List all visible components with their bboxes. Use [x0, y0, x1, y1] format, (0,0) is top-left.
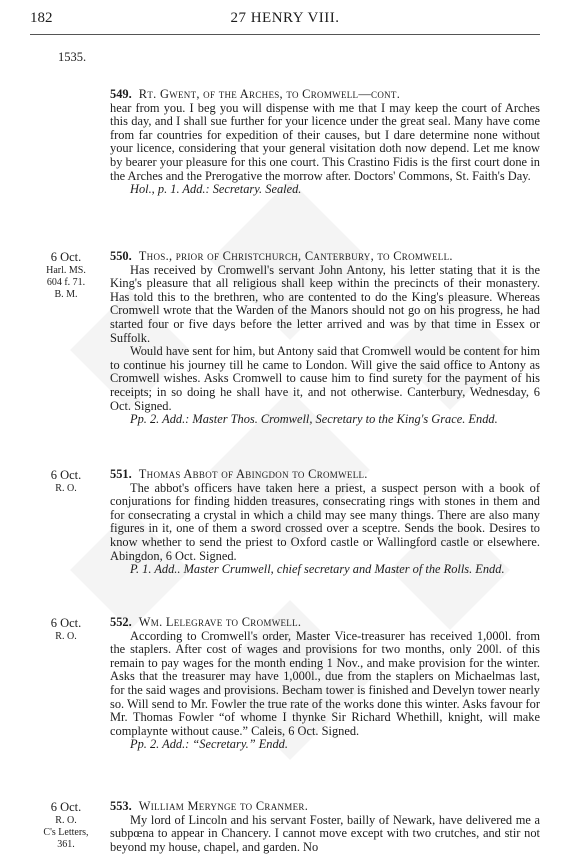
entry-number: 550.	[110, 249, 132, 263]
margin-note	[30, 468, 102, 495]
entry-heading: Thomas Abbot of Abingdon to Cromwell.	[138, 467, 368, 481]
entry-source: Harl. MS.	[46, 265, 86, 276]
entry-number: 551.	[110, 467, 132, 481]
entry-title	[110, 468, 540, 482]
entry-paragraph: Has received by Cromwell's servant John Antony, his letter stating that it is the King's pleasure that all religious shall keep within the precincts of their monastery. Has told this to the brethren, who are contented to do the King's pleasure. Whereas Cromwell wrote that the Warden of the Manors should not go on his progress, he had started four or five days before the letter arrived and was by that time in Essex or Suffolk.	[110, 262, 540, 345]
entry-title	[110, 800, 540, 814]
entry-source: R. O.	[55, 483, 77, 494]
entry-date: 6 Oct.	[50, 800, 82, 814]
entry-heading: Rt. Gwent, of the Arches, to Cromwell—cont.	[138, 87, 401, 101]
margin-note	[30, 616, 102, 643]
entry-source: C's Letters,	[43, 827, 89, 838]
entry-heading: Thos., prior of Christchurch, Canterbury, to Cromwell.	[138, 249, 453, 263]
entry-title	[110, 250, 540, 264]
margin-note	[30, 250, 102, 301]
entry-number: 552.	[110, 615, 132, 629]
entry-paragraph: hear from you. I beg you will dispense with me that I may keep the court of Arches this day, and I shall sue further for your licence under the great seal. Many have come from far countries for expedition of their causes, but I dare determine none without your licence, considering that your general visitation doth now depend. Let me know by bearer your pleasure for this one court. This Crastino Fidis is the first court done in the Arches and the Prerogative the morrow after. Doctors' Commons, St. Faith's Day.	[110, 100, 540, 183]
entry-footer: P. 1. Add.. Master Crumwell, chief secretary and Master of the Rolls. Endd.	[130, 562, 505, 577]
entry-source: 604 f. 71.	[46, 277, 86, 288]
entry-source: B. M.	[54, 289, 78, 300]
entry-date: 6 Oct.	[50, 250, 82, 264]
entry-number: 549.	[110, 87, 132, 101]
entry-heading: Wm. Lelegrave to Cromwell.	[138, 615, 302, 629]
year-label: 1535.	[58, 50, 87, 64]
entry-title	[110, 616, 540, 630]
header-rule	[30, 34, 540, 35]
entry-footer: Pp. 2. Add.: Master Thos. Cromwell, Secretary to the King's Grace. Endd.	[130, 412, 498, 427]
entry-paragraph: According to Cromwell's order, Master Vice-treasurer has received 1,000l. from the staplers. After cost of wages and provisions for two months, only 200l. of this remain to pay wages for the month ending 1 Nov., and make provision for the winter. Asks that the treasurer may have 1,000l., due from the staplers on Michaelmas last, for the said wages and provisions. Becham tower is finished and Develyn tower nearly so. Will send to Mr. Fowler the true rate of the works done this winter. Asks favour for Mr. Thomas Fowler “of whome I thynke Sir Richard Whethill, knight, will make complaynte without cause.” Caleis, 6 Oct. Signed.	[110, 628, 540, 738]
entry-paragraph: My lord of Lincoln and his servant Foster, bailly of Newark, have delivered me a subpœna to appear in Chancery. I cannot move except with two crutches, and stir not beyond my house, chapel, and garden. No	[110, 812, 540, 854]
entry-footer: Hol., p. 1. Add.: Secretary. Sealed.	[130, 182, 302, 197]
entry-source: R. O.	[55, 631, 77, 642]
entry-number: 553.	[110, 799, 132, 813]
running-head: 27 HENRY VIII.	[230, 10, 340, 26]
page-number: 182	[30, 10, 53, 26]
page-header	[30, 8, 540, 32]
entry-footer: Pp. 2. Add.: “Secretary.” Endd.	[130, 737, 288, 752]
entry-heading: William Merynge to Cranmer.	[138, 799, 309, 813]
entry-source: 361.	[57, 839, 75, 850]
entry-date: 6 Oct.	[50, 616, 82, 630]
entry-source: R. O.	[55, 815, 77, 826]
entry-paragraph: The abbot's officers have taken here a priest, a suspect person with a book of conjurations for finding hidden treasures, consecrating rings with stones in them and for consecrating a crystal in which a child may see many things. There are also many figures in it, one of them a sword crossed over a sceptre. Sends the book. Desires to know whether to send the priest to Oxford castle or Wallingford castle or elsewhere. Abingdon, 6 Oct. Signed.	[110, 480, 540, 563]
entry-date: 6 Oct.	[50, 468, 82, 482]
margin-note	[30, 800, 102, 851]
entry-title	[110, 88, 540, 102]
entry-paragraph: Would have sent for him, but Antony said that Cromwell would be content for him to continue his journey till he came to London. Will give the said office to Antony as Cromwell wishes. Asks Cromwell to cause him to find surety for the payment of his receipts; in so doing he shall have it, and not otherwise. Canterbury, Wednesday, 6 Oct. Signed.	[110, 344, 540, 413]
